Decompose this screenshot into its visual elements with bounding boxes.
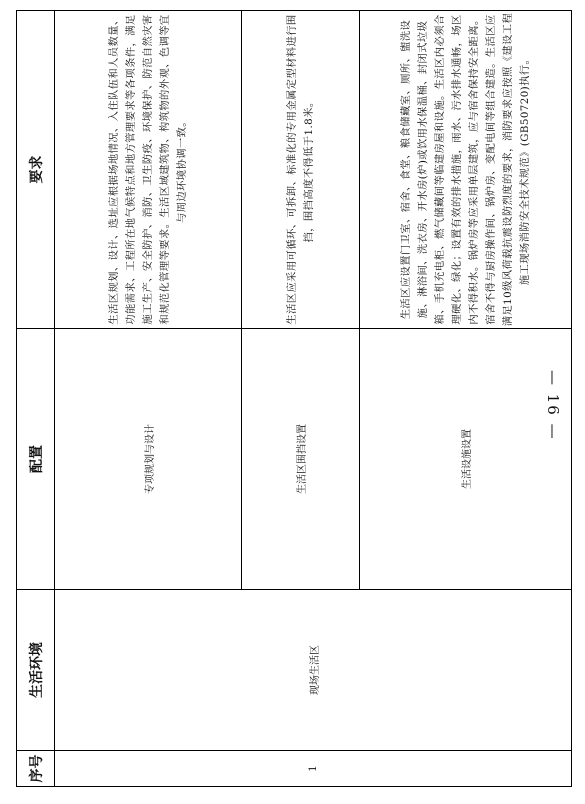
requirement-cell: 生活区规划、设计、选址应根据场地情况、入住队伍和人员数量、功能需求、工程所在地气候特点和地方管理要求等各项条件，满足施工生产、安全防护、消防、卫生防疫、环境保护、防范自然灾害和规范化管理等要求。生活区域建筑物、构筑物的外观、色调等宜与周边环境协调一致。 [55, 11, 242, 329]
page-number: — 16 — [544, 369, 562, 441]
requirement-cell: 生活区应设置门卫室、宿舍、食堂、粮食储藏室、厕所、盥洗设施、淋浴间、洗衣房、开水房(炉)或饮用水保温桶、封闭式垃圾箱、手机充电柜、燃气储藏间等临建房屋和设施。生活区内必须合理硬化、绿化；设置有效的排水措施，雨水、污水排水通畅，场区内不得积水。锅炉房等应采用单层建筑，应与宿舍保持安全距离。宿舍不得与厨房操作间、锅炉房、变配电间等组合建造。生活区应满足10级风荷载抗震设防烈度的要求，消防要求应按照《建设工程施工现场消防安全技术规范》(GB50720)执行。 [360, 11, 572, 329]
row-number: 1 [55, 751, 572, 787]
table-row [55, 11, 242, 787]
header-environment: 生活环境 [17, 590, 55, 751]
table-header-row [17, 11, 55, 787]
requirement-cell: 生活区应采用可循环、可拆卸、标准化的专用金属定型材料进行围挡，围挡高度不得低于1.8米。 [242, 11, 360, 329]
header-requirement: 要求 [17, 11, 55, 329]
header-no: 序号 [17, 751, 55, 787]
rotated-table-region [16, 11, 570, 787]
configuration-cell: 生活区围挡设置 [242, 329, 360, 590]
environment-cell: 现场生活区 [55, 590, 572, 751]
header-configuration: 配置 [17, 329, 55, 590]
requirements-table [16, 10, 572, 787]
configuration-cell: 生活设施设置 [360, 329, 572, 590]
configuration-cell: 专项规划与设计 [55, 329, 242, 590]
